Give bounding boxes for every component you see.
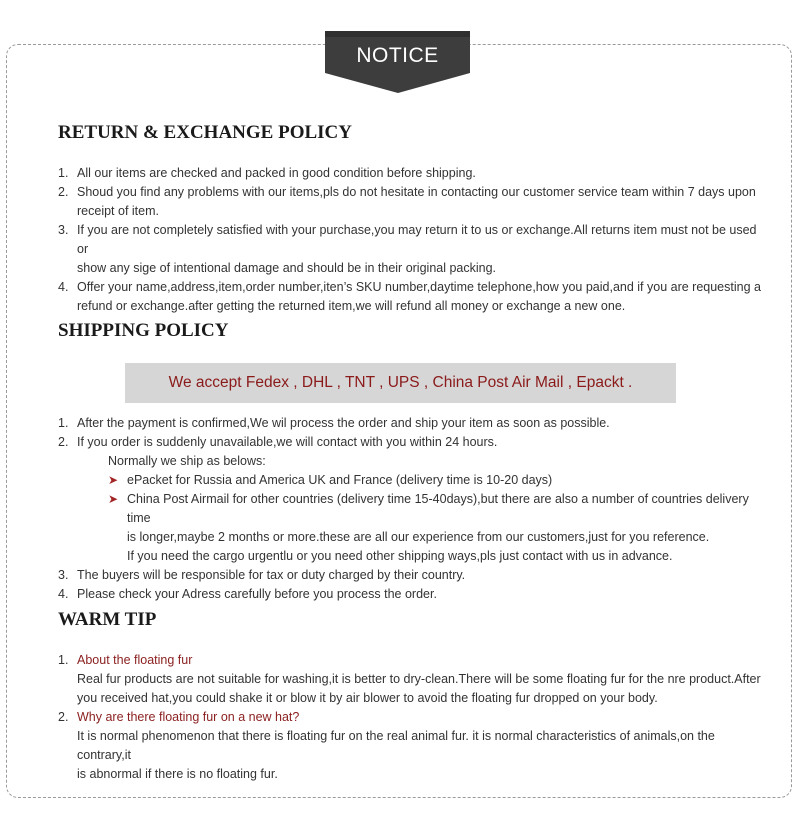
list-item: 4. Please check your Adress carefully before you process the order. bbox=[58, 587, 437, 601]
shipping-method: ➤ ePacket for Russia and America UK and France (delivery time is 10-20 days) bbox=[77, 471, 768, 490]
list-item: 2. Shoud you find any problems with our items,pls do not hesitate in contacting our customer service team within 7 days upon receipt of item. bbox=[58, 185, 756, 218]
arrow-right-icon: ➤ bbox=[108, 473, 119, 487]
warm-tip-title: WARM TIP bbox=[58, 609, 157, 630]
list-item: 3. If you are not completely satisfied with your purchase,you may return it to us or exchange.All returns item must not be used or show any sige of intentional damage and should be in their original packing. bbox=[58, 223, 757, 275]
list-item: 4. Offer your name,address,item,order number,iten’s SKU number,daytime telephone,how you paid,and if you are requesting a refund or exchange.after getting the returned item,we will refund all money or exchange a new one. bbox=[58, 280, 761, 313]
shipping-normally: Normally we ship as belows: bbox=[108, 454, 266, 468]
shipping-policy-list bbox=[58, 414, 768, 604]
warm-tip-question: About the floating fur bbox=[77, 653, 193, 667]
warm-tip-question: Why are there floating fur on a new hat? bbox=[77, 710, 300, 724]
list-item: 1. After the payment is confirmed,We wil process the order and ship your item as soon as possible. bbox=[58, 416, 610, 430]
shipping-urgent-note: If you need the cargo urgentlu or you need other shipping ways,pls just contact with us in advance. bbox=[127, 549, 673, 563]
list-item: 1. About the floating fur Real fur products are not suitable for washing,it is better to dry-clean.There will be some floating fur for the nre product.After you received hat,you could shake it or blow it by air blower to avoid the floating fur dropped on your body. bbox=[58, 651, 768, 708]
list-item: 1. All our items are checked and packed in good condition before shipping. bbox=[58, 166, 476, 180]
carriers-banner: We accept Fedex , DHL , TNT , UPS , China Post Air Mail , Epackt . bbox=[125, 363, 676, 403]
list-item: 2. If you order is suddenly unavailable,we will contact with you within 24 hours. Normally we ship as belows: ➤ ePacket for Russia and America UK and France (delivery time is 10-20 days) ➤ China Post Airmail for other countries (delivery time 15-40days),but there are also a number of countries delivery time is longer,maybe 2 months or more.these are all our experience from our customers,just for you reference. If you need the cargo urgentlu or you need other shipping ways,pls just contact with us in advance. bbox=[58, 433, 768, 566]
return-policy-list bbox=[58, 164, 768, 316]
list-item: 3. The buyers will be responsible for tax or duty charged by their country. bbox=[58, 568, 466, 582]
shipping-policy-title: SHIPPING POLICY bbox=[58, 320, 229, 341]
arrow-right-icon: ➤ bbox=[108, 492, 119, 506]
warm-tip-list bbox=[58, 651, 768, 784]
notice-banner bbox=[325, 31, 470, 93]
shipping-method: ➤ China Post Airmail for other countries (delivery time 15-40days),but there are also a number of countries delivery time is longer,maybe 2 months or more.these are all our experience from our customers,just for you reference. bbox=[108, 492, 749, 544]
list-item: 2. Why are there floating fur on a new hat? It is normal phenomenon that there is floating fur on the real animal fur. it is normal characteristics of animals,on the contrary,it is abnormal if there is no floating fur. bbox=[58, 708, 768, 784]
notice-label: NOTICE bbox=[356, 44, 439, 67]
return-policy-title: RETURN & EXCHANGE POLICY bbox=[58, 122, 352, 143]
